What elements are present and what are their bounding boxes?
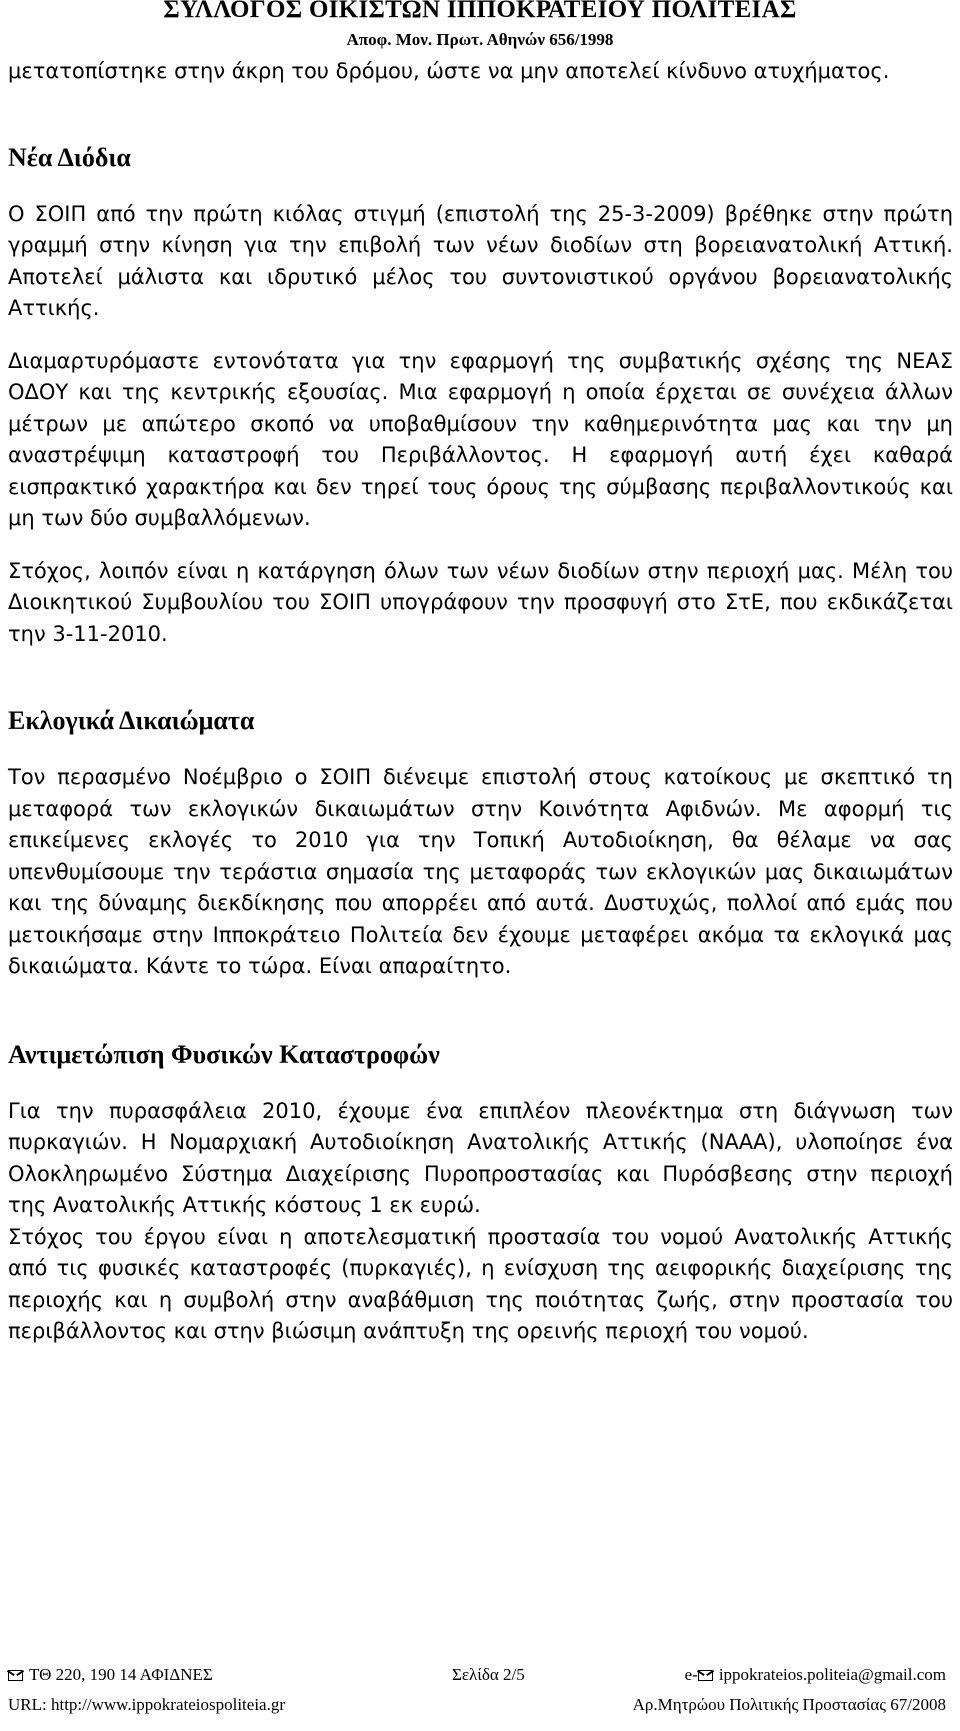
envelope-icon (8, 1670, 23, 1681)
footer-address-text: ΤΘ 220, 190 14 ΑΦΙΔΝΕΣ (29, 1665, 213, 1684)
footer-email-prefix: e- (684, 1665, 698, 1684)
footer-row-1 (0, 1665, 960, 1691)
footer-row-2 (0, 1695, 960, 1721)
page-footer (0, 1658, 960, 1731)
heading-ekloges: Εκλογικά Δικαιώματα (8, 706, 255, 735)
paragraph-ekloges: Τον περασμένο Νοέμβριο ο ΣΟΙΠ διένειμε επιστολή στους κατοίκους με σκεπτικό τη μεταφορά των εκλογικών δικαιωμάτων στην Κοινότητα Αφιδνών. Με αφορμή τις επικείμενες εκλογές το 2010 για την Τοπική Αυτοδιοίκηση, θα θέλαμε να σας υπενθυμίσουμε την τεράστια σημασία της μεταφοράς των εκλογικών μας δικαιωμάτων και της δύναμης διεκδίκησης που απορρέει από αυτά. Δυστυχώς, πολλοί από εμάς που μετοικήσαμε στην Ιπποκράτειο Πολιτεία δεν έχουμε μεταφέρει ακόμα τα εκλογικά μας δικαιώματα. Κάντε το τώρα. Είναι απαραίτητο. (8, 765, 953, 978)
heading-katastrofes: Αντιμετώπιση Φυσικών Καταστροφών (8, 1039, 440, 1069)
heading-diodia: Νέα Διόδια (8, 142, 131, 172)
header-subtitle: Αποφ. Μον. Πρωτ. Αθηνών 656/1998 (346, 30, 614, 49)
paragraph-katastrofes-1: Για την πυρασφάλεια 2010, έχουμε ένα επιπλέον πλεονέκτημα στη διάγνωση των πυρκαγιών. Η Νομαρχιακή Αυτοδιοίκηση Ανατολικής Αττικής (ΝΑΑΑ), υλοποίησε ένα Ολοκληρωμένο Σύστημα Διαχείρισης Πυροπροστασίας και Πυρόσβεσης στην περιοχή της Ανατολικής Αττικής κόστους 1 εκ ευρώ. (8, 1098, 953, 1217)
envelope-icon (698, 1670, 713, 1681)
footer-registry: Αρ.Μητρώου Πολιτικής Προστασίας 67/2008 (632, 1695, 946, 1714)
footer-address (8, 1665, 213, 1685)
footer-email-link[interactable]: ippokrateios.politeia@gmail.com (718, 1665, 946, 1684)
paragraph-diodia-3: Στόχος, λοιπόν είναι η κατάργηση όλων των νέων διοδίων στην περιοχή μας. Μέλη του Διοικητικού Συμβουλίου του ΣΟΙΠ υπογράφουν την προσφυγή στο ΣτΕ, που εκδικάζεται την 3-11-2010. (8, 558, 953, 646)
document-body (8, 56, 953, 1348)
header-title: ΣΥΛΛΟΓΟΣ ΟΙΚΙΣΤΩΝ ΙΠΠΟΚΡΑΤΕΙΟΥ ΠΟΛΙΤΕΙΑΣ (163, 0, 797, 23)
paragraph-diodia-1: Ο ΣΟΙΠ από την πρώτη κιόλας στιγμή (επιστολή της 25-3-2009) βρέθηκε στην πρώτη γραμμή στην κίνηση για την επιβολή των νέων διοδίων στη βορειανατολική Αττική. Αποτελεί μάλιστα και ιδρυτικό μέλος του συντονιστικού οργάνου βορειανατολικής Αττικής. (8, 201, 953, 320)
paragraph-diodia-2: Διαμαρτυρόμαστε εντονότατα για την εφαρμογή της συμβατικής σχέσης της ΝΕΑΣ ΟΔΟΥ και της κεντρικής εξουσίας. Μια εφαρμογή η οποία έρχεται σε συνέχεια άλλων μέτρων με απώτερο σκοπό να υποβαθμίσουν την καθημερινότητα μας και την μη αναστρέψιμη καταστροφή του Περιβάλλοντος. Η εφαρμογή αυτή έχει καθαρά εισπρακτικό χαρακτήρα και δεν τηρεί τους όρους της σύμβασης περιβαλλοντικούς και μη των δύο συμβαλλόμενων. (8, 348, 953, 530)
footer-url[interactable]: URL: http://www.ippokrateiospoliteia.gr (8, 1695, 285, 1714)
paragraph-katastrofes-2: Στόχος του έργου είναι η αποτελεσματική προστασία του νομού Ανατολικής Αττικής από τις φυσικές καταστροφές (πυρκαγιές), η ενίσχυση της αειφορικής διαχείρισης της περιοχής και η συμβολή στην αναβάθμιση της ποιότητας ζωής, στην προστασία του περιβάλλοντος και στην βιώσιμη ανάπτυξη της ορεινής περιοχή του νομού. (8, 1224, 953, 1343)
paragraph-intro: μετατοπίστηκε στην άκρη του δρόμου, ώστε να μην αποτελεί κίνδυνο ατυχήματος. (8, 59, 890, 83)
footer-email (685, 1665, 946, 1685)
footer-page-number: Σελίδα 2/5 (452, 1665, 525, 1684)
